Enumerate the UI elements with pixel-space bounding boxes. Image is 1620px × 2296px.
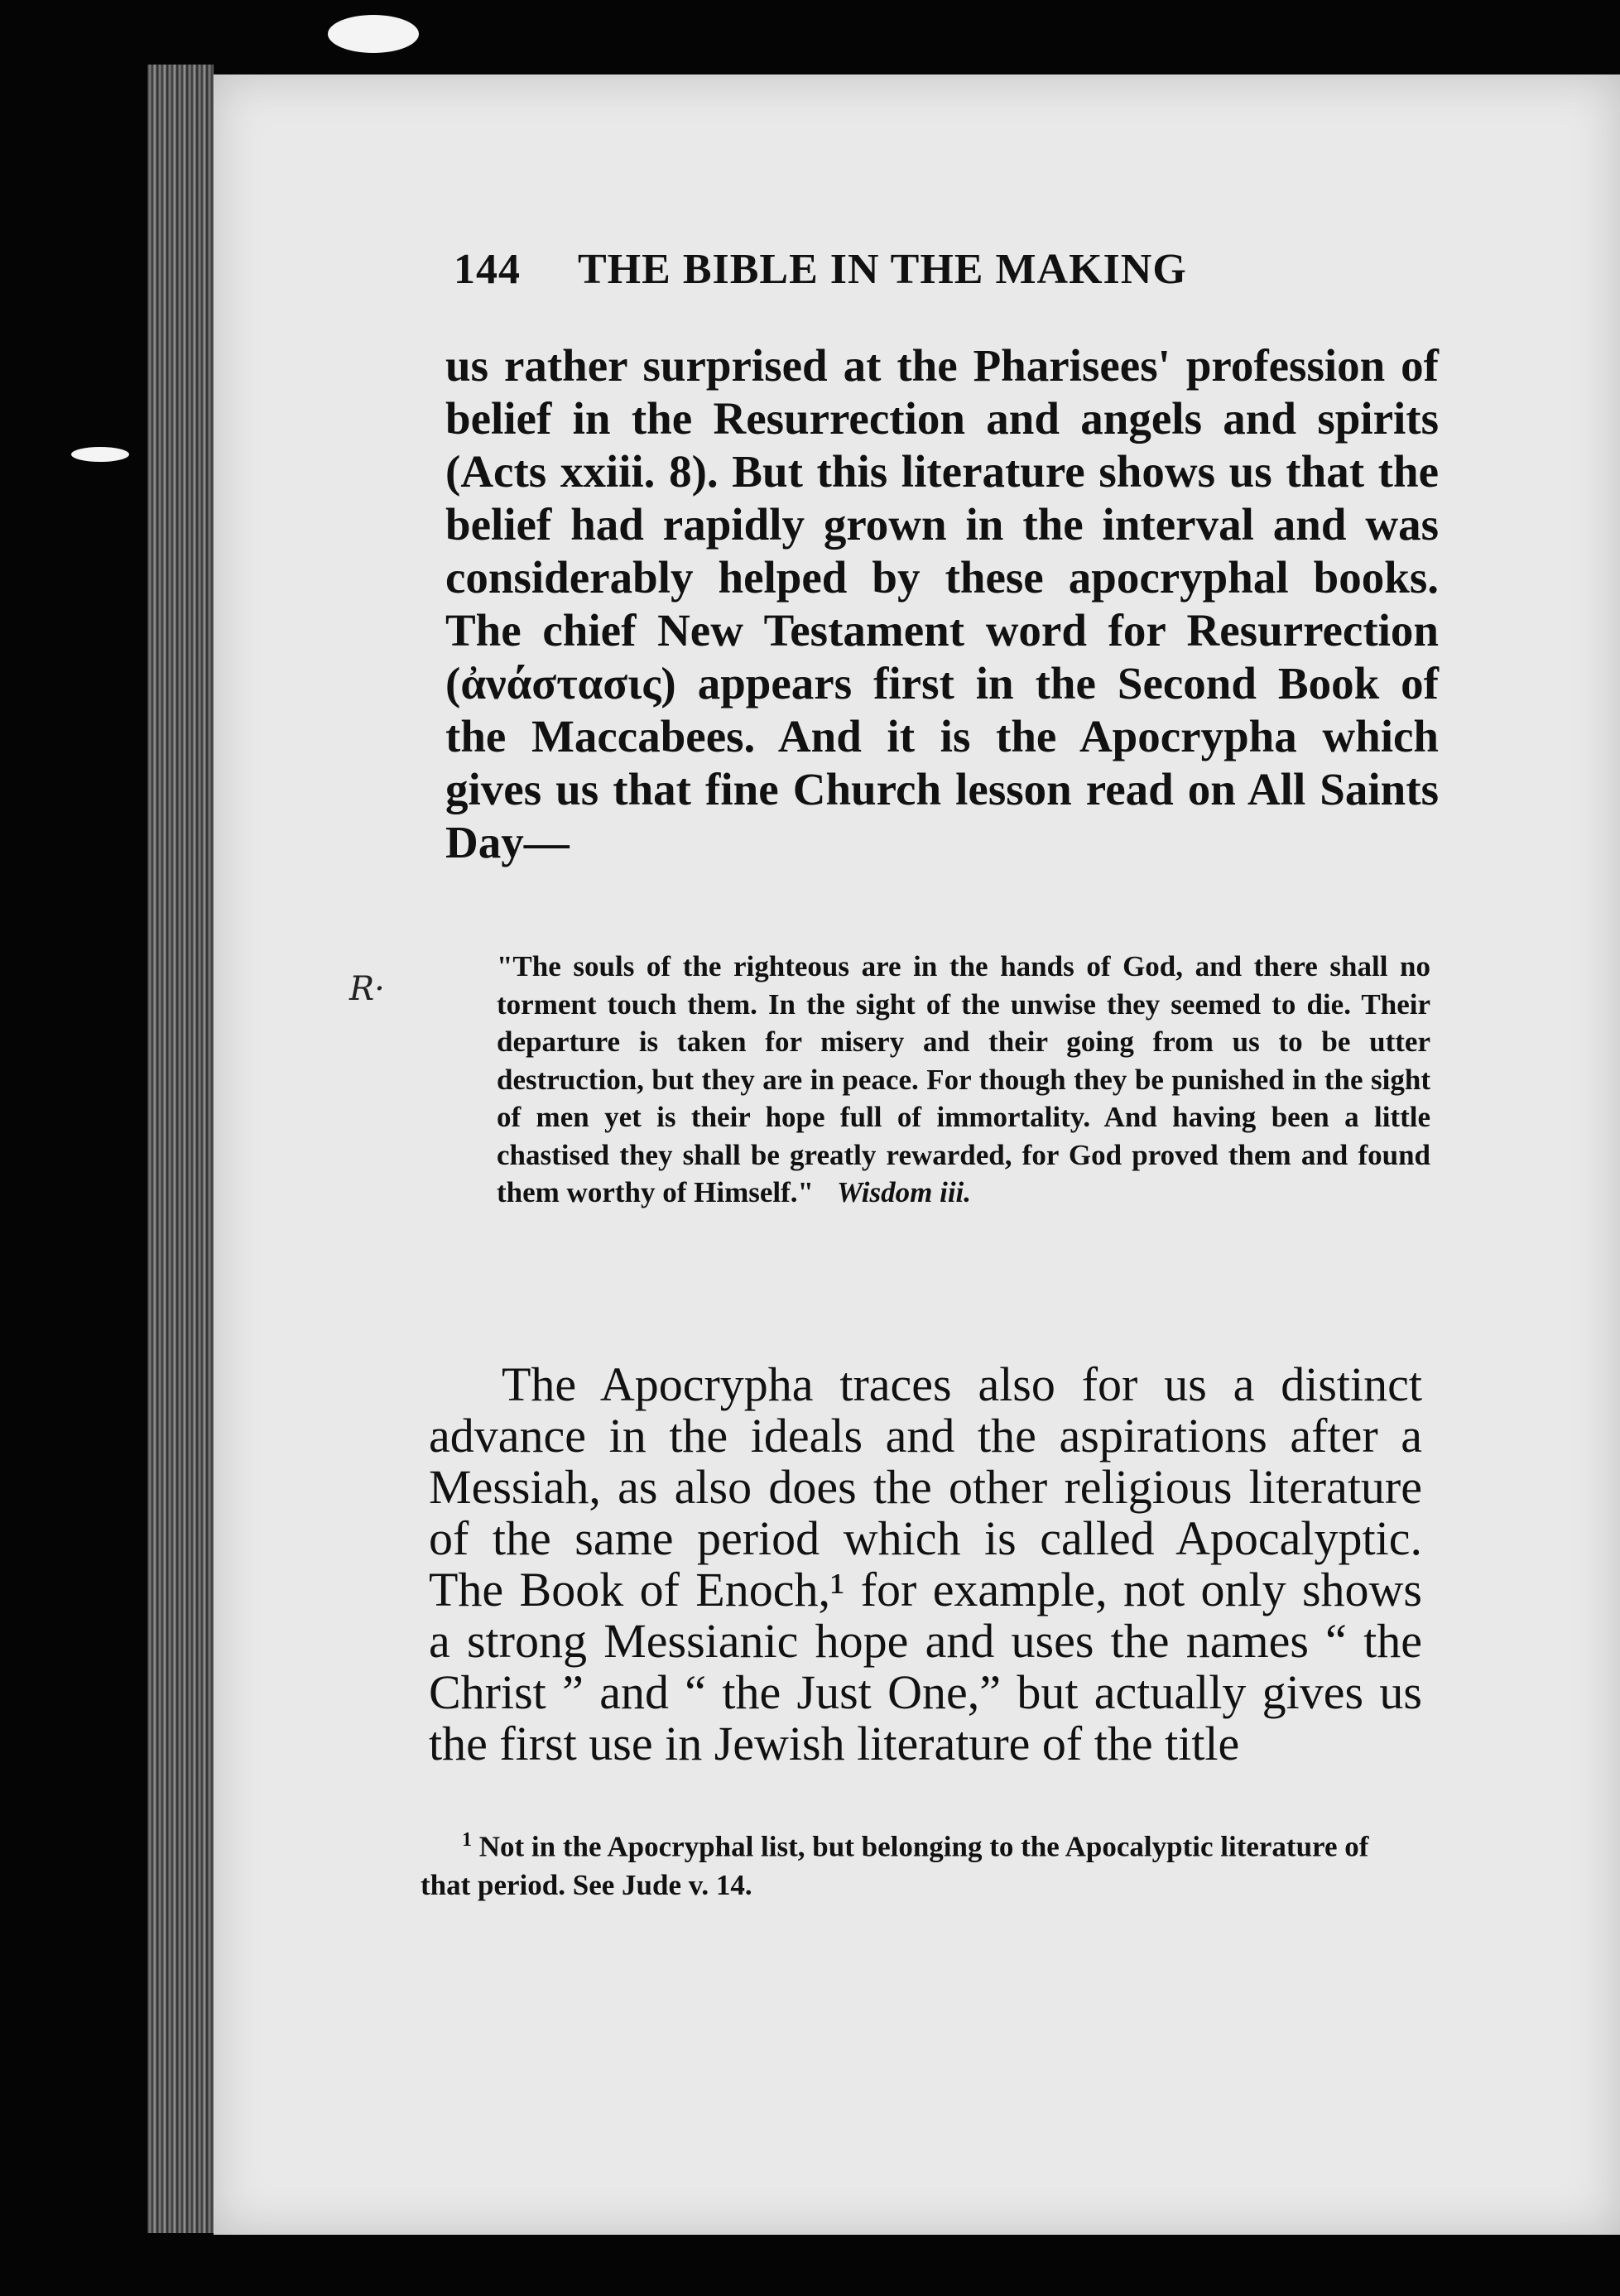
page-number: 144	[454, 246, 521, 293]
book-title: THE BIBLE IN THE MAKING	[578, 246, 1187, 293]
footnote-text: Not in the Apocryphal list, but belonging to the Apocalyptic literature of that period. See Jude v. 14.	[421, 1830, 1369, 1901]
quotation-source: Wisdom iii.	[836, 1176, 972, 1208]
block-quotation	[497, 948, 1430, 1212]
book-page-edges	[147, 65, 214, 2233]
running-head	[454, 245, 1397, 294]
footnote	[421, 1821, 1418, 1905]
margin-annotation: R·	[349, 970, 385, 1008]
footnote-marker: 1	[462, 1829, 472, 1851]
paragraph-2: The Apocrypha traces also for us a distinct advance in the ideals and the aspirations after a Messiah, as also does the other religious literature of the same period which is called Apocalyptic. The Book of Enoch,¹ for example, not only shows a strong Messianic hope and uses the names “ the Christ ” and “ the Just One,” but actually gives us the first use in Jewish literature of the title	[429, 1357, 1422, 1770]
paragraph-1: us rather surprised at the Pharisees' profession of belief in the Resurrection and angels and spirits (Acts xxiii. 8). But this literature shows us that the belief had rapidly grown in the interval and was considerably helped by these apocryphal books. The chief New Testament word for Resurrection (ἀνάστασις) appears first in the Second Book of the Maccabees. And it is the Apocrypha which gives us that fine Church lesson read on All Saints Day—	[445, 340, 1439, 867]
quotation-text: "The souls of the righteous are in the hands of God, and there shall no torment touch them. In the sight of the unwise they seemed to die. Their departure is taken for misery and their going from us to be utter destruction, but they are in peace. For though they be punished in the sight of men yet is their hope full of immortality. And having been a little chastised they shall be greatly rewarded, for God proved them and found them worthy of Himself."	[497, 950, 1430, 1208]
scan-speck	[71, 447, 129, 462]
scan-speck	[328, 15, 419, 53]
